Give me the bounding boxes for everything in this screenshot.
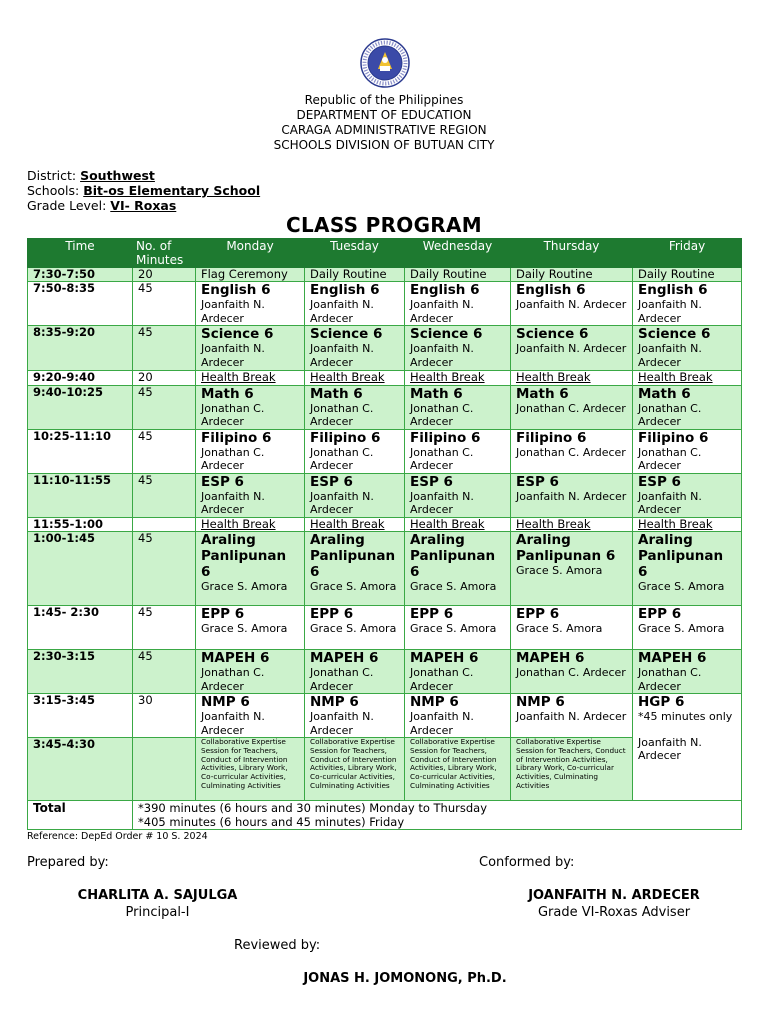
prepared-name: CHARLITA A. SAJULGA — [77, 888, 238, 903]
document-header — [0, 93, 768, 153]
total-summary — [133, 801, 742, 830]
teacher-name: Jonathan C. Ardecer — [201, 401, 265, 428]
activity-text: Daily Routine — [410, 267, 487, 281]
monday-cell — [196, 268, 305, 282]
table-row — [28, 650, 742, 694]
table-row — [28, 694, 742, 738]
tuesday-cell — [305, 268, 405, 282]
thursday-cell — [511, 268, 633, 282]
teacher-name: Jonathan C. Ardecer — [516, 666, 626, 679]
tuesday-cell — [305, 429, 405, 473]
table-row — [28, 606, 742, 650]
wednesday-cell — [405, 282, 511, 326]
column-header-thursday: Thursday — [511, 239, 633, 268]
minutes-cell: 30 — [133, 694, 196, 738]
monday-cell — [196, 385, 305, 429]
subject-name: MAPEH 6 — [638, 650, 707, 666]
teacher-name: Jonathan C. Ardecer — [410, 445, 474, 472]
teacher-name: Joanfaith N. Ardecer — [516, 489, 627, 503]
subject-name: MAPEH 6 — [516, 650, 585, 666]
subject-name: MAPEH 6 — [410, 650, 479, 666]
table-row — [28, 268, 742, 282]
teacher-name: Jonathan C. Ardecer — [638, 401, 702, 428]
time-cell: 1:00-1:45 — [28, 532, 133, 606]
subject-name: EPP 6 — [638, 606, 682, 622]
thursday-cell — [511, 473, 633, 517]
monday-cell — [196, 650, 305, 694]
subject-name: ESP 6 — [310, 473, 353, 490]
school-label: Schools: — [27, 183, 80, 198]
teacher-name: Grace S. Amora — [410, 622, 497, 635]
header-department: DEPARTMENT OF EDUCATION — [296, 108, 472, 122]
column-header-monday: Monday — [196, 239, 305, 268]
time-cell: 7:30-7:50 — [28, 268, 133, 282]
teacher-name: Jonathan C. Ardecer — [310, 666, 374, 693]
subject-name: Araling Panlipunan 6 — [516, 532, 616, 564]
tuesday-cell — [305, 282, 405, 326]
minutes-cell: 45 — [133, 326, 196, 371]
time-cell: 10:25-11:10 — [28, 429, 133, 473]
minutes-cell: 45 — [133, 385, 196, 429]
subject-name: MAPEH 6 — [201, 650, 270, 666]
deped-seal-logo — [360, 38, 410, 88]
reviewed-signatory — [250, 970, 560, 987]
subject-name: ESP 6 — [201, 473, 244, 490]
activity-text: Daily Routine — [516, 267, 593, 281]
subject-name: Filipino 6 — [201, 429, 272, 446]
teacher-name: Grace S. Amora — [310, 622, 397, 635]
subject-name: NMP 6 — [516, 694, 565, 710]
conformed-title: Grade VI-Roxas Adviser — [537, 905, 691, 920]
teacher-name: Jonathan C. Ardecer — [410, 401, 474, 428]
friday-cell — [633, 326, 742, 371]
subject-name: HGP 6 — [638, 694, 685, 710]
subject-name: Math 6 — [638, 385, 691, 402]
subject-name: Science 6 — [516, 326, 589, 342]
subject-name: English 6 — [310, 282, 380, 298]
subject-name: Math 6 — [310, 385, 363, 402]
tuesday-cell — [305, 532, 405, 606]
page-title: CLASS PROGRAM — [286, 213, 482, 237]
district-label: District: — [27, 168, 77, 183]
district-value: Southwest — [80, 168, 155, 183]
subject-name: Math 6 — [201, 385, 254, 402]
activity-text: Flag Ceremony — [201, 267, 288, 281]
table-row — [28, 371, 742, 386]
health-break-text: Health Break — [516, 517, 591, 531]
teacher-name: Joanfaith N. Ardecer — [638, 489, 702, 516]
tuesday-cell — [305, 473, 405, 517]
minutes-cell — [133, 738, 196, 801]
subject-name: ESP 6 — [516, 473, 559, 490]
subject-name: Science 6 — [201, 326, 274, 342]
teacher-name: Joanfaith N. Ardecer — [410, 342, 474, 369]
table-header-row — [28, 239, 742, 268]
health-break-text: Health Break — [516, 370, 591, 384]
time-cell: 9:20-9:40 — [28, 371, 133, 386]
teacher-name: Grace S. Amora — [638, 622, 725, 635]
subject-name: Filipino 6 — [516, 429, 587, 446]
subject-name: English 6 — [410, 282, 480, 298]
monday-cell — [196, 473, 305, 517]
thursday-cell — [511, 371, 633, 386]
subject-name: Filipino 6 — [638, 429, 709, 446]
wednesday-cell — [405, 738, 511, 801]
subject-name: Science 6 — [310, 326, 383, 342]
wednesday-cell — [405, 650, 511, 694]
column-header-tuesday: Tuesday — [305, 239, 405, 268]
column-header-wednesday: Wednesday — [405, 239, 511, 268]
teacher-name: Jonathan C. Ardecer — [638, 445, 702, 472]
subject-name: MAPEH 6 — [310, 650, 379, 666]
monday-cell — [196, 282, 305, 326]
table-row — [28, 385, 742, 429]
wednesday-cell — [405, 385, 511, 429]
grade-label: Grade Level: — [27, 198, 107, 213]
subject-name: NMP 6 — [310, 694, 359, 710]
health-break-text: Health Break — [310, 370, 385, 384]
time-cell: 11:55-1:00 — [28, 517, 133, 532]
thursday-cell — [511, 606, 633, 650]
friday-cell — [633, 517, 742, 532]
health-break-text: Health Break — [638, 517, 713, 531]
time-cell: 11:10-11:55 — [28, 473, 133, 517]
header-division: SCHOOLS DIVISION OF BUTUAN CITY — [273, 138, 495, 152]
teacher-name: Jonathan C. Ardecer — [638, 666, 702, 693]
thursday-cell — [511, 429, 633, 473]
teacher-name: Grace S. Amora — [410, 580, 497, 593]
monday-cell — [196, 517, 305, 532]
friday-cell — [633, 694, 742, 801]
time-cell: 8:35-9:20 — [28, 326, 133, 371]
subject-name: English 6 — [638, 282, 708, 298]
class-meta — [27, 168, 260, 213]
teacher-name: Jonathan C. Ardecer — [516, 445, 626, 459]
minutes-cell — [133, 517, 196, 532]
monday-cell — [196, 326, 305, 371]
subject-name: ESP 6 — [410, 473, 453, 490]
subject-name: Filipino 6 — [310, 429, 381, 446]
activity-description: Collaborative Expertise Session for Teachers, Conduct of Intervention Activities, Library Work, Co-curricular Activities, Culminating Activities — [201, 737, 288, 790]
wednesday-cell — [405, 517, 511, 532]
reviewed-name: JONAS H. JOMONONG, Ph.D. — [303, 971, 507, 986]
conformed-signatory — [500, 887, 728, 921]
teacher-name: Grace S. Amora — [516, 622, 603, 635]
tuesday-cell — [305, 385, 405, 429]
tuesday-cell — [305, 371, 405, 386]
column-header-time: Time — [28, 239, 133, 268]
minutes-cell: 45 — [133, 650, 196, 694]
grade-line — [27, 198, 260, 213]
time-cell: 1:45- 2:30 — [28, 606, 133, 650]
minutes-cell: 20 — [133, 371, 196, 386]
grade-value: VI- Roxas — [110, 198, 177, 213]
teacher-name: Jonathan C. Ardecer — [201, 666, 265, 693]
minutes-cell: 45 — [133, 429, 196, 473]
health-break-text: Health Break — [201, 517, 276, 531]
table-row — [28, 532, 742, 606]
monday-cell — [196, 371, 305, 386]
teacher-name: Joanfaith N. Ardecer — [410, 298, 474, 325]
prepared-signatory — [40, 887, 275, 921]
minutes-cell: 45 — [133, 282, 196, 326]
thursday-cell — [511, 517, 633, 532]
table-row — [28, 326, 742, 371]
subject-name: Araling Panlipunan 6 — [310, 532, 396, 580]
subject-name: EPP 6 — [410, 606, 454, 622]
teacher-name: Grace S. Amora — [310, 580, 397, 593]
total-line-fri: *405 minutes (6 hours and 45 minutes) Friday — [138, 815, 405, 829]
teacher-name: Grace S. Amora — [638, 580, 725, 593]
wednesday-cell — [405, 326, 511, 371]
monday-cell — [196, 429, 305, 473]
school-line — [27, 183, 260, 198]
subject-name: EPP 6 — [310, 606, 354, 622]
teacher-name: Joanfaith N. Ardecer — [310, 489, 374, 516]
time-cell: 3:45-4:30 — [28, 738, 133, 801]
wednesday-cell — [405, 694, 511, 738]
time-cell: 2:30-3:15 — [28, 650, 133, 694]
header-republic: Republic of the Philippines — [304, 93, 464, 107]
friday-cell — [633, 282, 742, 326]
class-program-table — [27, 238, 742, 830]
thursday-cell — [511, 385, 633, 429]
friday-cell — [633, 268, 742, 282]
thursday-cell — [511, 650, 633, 694]
wednesday-cell — [405, 371, 511, 386]
activity-description: Collaborative Expertise Session for Teachers, Conduct of Intervention Activities, Library Work, Co-curricular Activities, Culminating Activities — [310, 737, 397, 790]
teacher-name: Joanfaith N. Ardecer — [410, 489, 474, 516]
teacher-name: Grace S. Amora — [201, 580, 288, 593]
subject-name: Math 6 — [516, 385, 569, 402]
teacher-name: Joanfaith N. Ardecer — [638, 298, 702, 325]
friday-cell — [633, 606, 742, 650]
subject-name: English 6 — [516, 282, 586, 298]
tuesday-cell — [305, 738, 405, 801]
teacher-name: Jonathan C. Ardecer — [201, 445, 265, 472]
tuesday-cell — [305, 694, 405, 738]
monday-cell — [196, 694, 305, 738]
minutes-cell: 45 — [133, 532, 196, 606]
subject-name: Math 6 — [410, 385, 463, 402]
activity-description: Collaborative Expertise Session for Teachers, Conduct of Intervention Activities, Library Work, Co-curricular Activities, Culminating Activities — [516, 737, 626, 790]
monday-cell — [196, 532, 305, 606]
activity-text: Daily Routine — [310, 267, 387, 281]
subject-name: Science 6 — [638, 326, 711, 342]
wednesday-cell — [405, 606, 511, 650]
teacher-name: Jonathan C. Ardecer — [310, 401, 374, 428]
teacher-name: Joanfaith N. Ardecer — [201, 298, 265, 325]
monday-cell — [196, 738, 305, 801]
minutes-cell: 20 — [133, 268, 196, 282]
subject-name: Araling Panlipunan 6 — [638, 532, 724, 580]
district-line — [27, 168, 260, 183]
teacher-name: Joanfaith N. Ardecer — [516, 342, 627, 355]
time-cell: 9:40-10:25 — [28, 385, 133, 429]
thursday-cell — [511, 694, 633, 738]
health-break-text: Health Break — [201, 370, 276, 384]
teacher-name: Grace S. Amora — [516, 564, 603, 577]
teacher-name: Joanfaith N. Ardecer — [638, 342, 702, 369]
prepared-by-label: Prepared by: — [27, 855, 109, 870]
teacher-name: Jonathan C. Ardecer — [410, 666, 474, 693]
teacher-name: Joanfaith N. Ardecer — [638, 735, 702, 762]
teacher-name: Joanfaith N. Ardecer — [410, 710, 474, 737]
subject-name: Araling Panlipunan 6 — [201, 532, 287, 580]
teacher-name: Joanfaith N. Ardecer — [310, 342, 374, 369]
subject-name: EPP 6 — [516, 606, 560, 622]
teacher-name: Grace S. Amora — [201, 622, 288, 635]
subject-name: EPP 6 — [201, 606, 245, 622]
tuesday-cell — [305, 326, 405, 371]
activity-text: Daily Routine — [638, 267, 715, 281]
teacher-name: Joanfaith N. Ardecer — [201, 489, 265, 516]
friday-cell — [633, 532, 742, 606]
friday-cell — [633, 473, 742, 517]
health-break-text: Health Break — [410, 370, 485, 384]
teacher-name: Joanfaith N. Ardecer — [516, 710, 627, 723]
wednesday-cell — [405, 473, 511, 517]
reviewed-by-label: Reviewed by: — [234, 938, 321, 953]
thursday-cell — [511, 282, 633, 326]
thursday-cell — [511, 326, 633, 371]
prepared-title: Principal-I — [125, 905, 190, 920]
subject-name: Araling Panlipunan 6 — [410, 532, 496, 580]
thursday-cell — [511, 738, 633, 801]
friday-cell — [633, 429, 742, 473]
teacher-name: Joanfaith N. Ardecer — [201, 342, 265, 369]
header-region: CARAGA ADMINISTRATIVE REGION — [281, 123, 487, 137]
subject-name: ESP 6 — [638, 473, 681, 490]
teacher-name: Joanfaith N. Ardecer — [310, 710, 374, 737]
minutes-cell: 45 — [133, 606, 196, 650]
friday-cell — [633, 650, 742, 694]
reference-note: Reference: DepEd Order # 10 S. 2024 — [27, 831, 208, 842]
school-value: Bit-os Elementary School — [83, 183, 261, 198]
subject-name: NMP 6 — [201, 694, 250, 710]
subject-name: English 6 — [201, 282, 271, 298]
time-cell: 3:15-3:45 — [28, 694, 133, 738]
conformed-by-label: Conformed by: — [479, 855, 575, 870]
health-break-text: Health Break — [310, 517, 385, 531]
friday-cell — [633, 385, 742, 429]
teacher-name: Joanfaith N. Ardecer — [516, 298, 627, 311]
wednesday-cell — [405, 532, 511, 606]
tuesday-cell — [305, 650, 405, 694]
monday-cell — [196, 606, 305, 650]
friday-cell — [633, 371, 742, 386]
table-row — [28, 473, 742, 517]
table-row — [28, 282, 742, 326]
friday-note: *45 minutes only — [638, 710, 733, 723]
subject-name: Science 6 — [410, 326, 483, 342]
total-line-mon-thu: *390 minutes (6 hours and 30 minutes) Monday to Thursday — [138, 801, 488, 815]
column-header-minutes: No. of Minutes — [133, 239, 196, 268]
subject-name: Filipino 6 — [410, 429, 481, 446]
total-label: Total — [28, 801, 133, 830]
table-row — [28, 429, 742, 473]
health-break-text: Health Break — [638, 370, 713, 384]
tuesday-cell — [305, 606, 405, 650]
table-row — [28, 517, 742, 532]
minutes-cell: 45 — [133, 473, 196, 517]
subject-name: NMP 6 — [410, 694, 459, 710]
thursday-cell — [511, 532, 633, 606]
activity-description: Collaborative Expertise Session for Teachers, Conduct of Intervention Activities, Library Work, Co-curricular Activities, Culminating Activities — [410, 737, 497, 790]
column-header-friday: Friday — [633, 239, 742, 268]
time-cell: 7:50-8:35 — [28, 282, 133, 326]
conformed-name: JOANFAITH N. ARDECER — [528, 888, 700, 903]
tuesday-cell — [305, 517, 405, 532]
total-row — [28, 801, 742, 830]
teacher-name: Jonathan C. Ardecer — [310, 445, 374, 472]
health-break-text: Health Break — [410, 517, 485, 531]
teacher-name: Jonathan C. Ardecer — [516, 401, 626, 415]
teacher-name: Joanfaith N. Ardecer — [201, 710, 265, 737]
wednesday-cell — [405, 429, 511, 473]
teacher-name: Joanfaith N. Ardecer — [310, 298, 374, 325]
wednesday-cell — [405, 268, 511, 282]
